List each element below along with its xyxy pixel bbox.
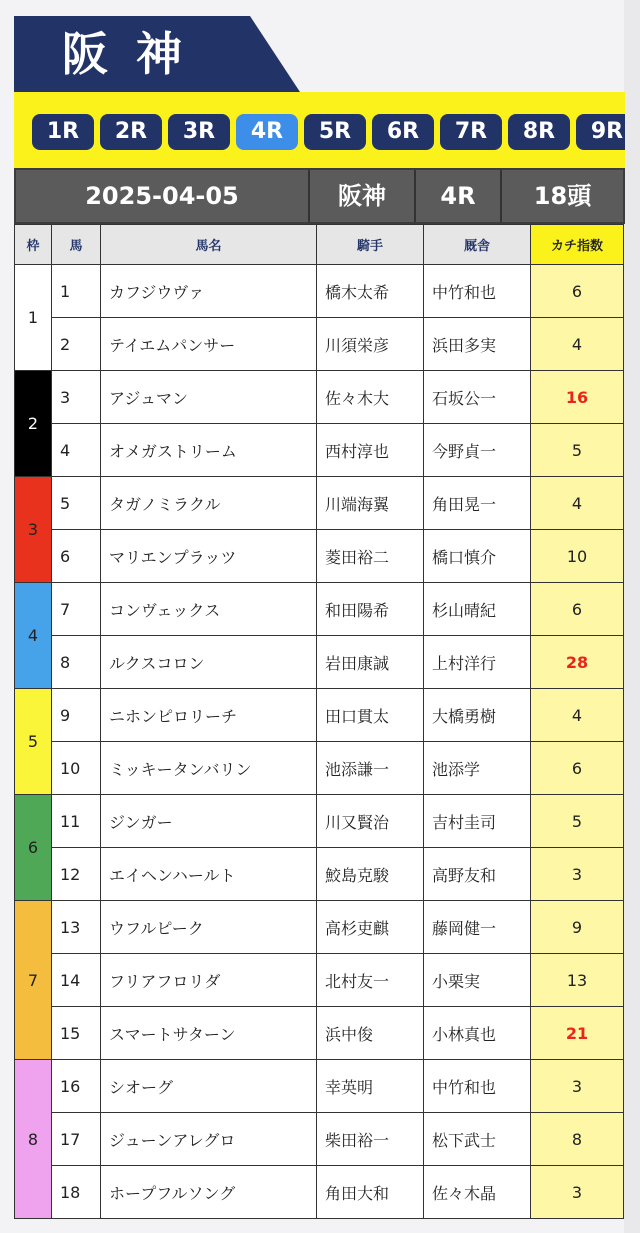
horse-number: 2 [52,318,101,371]
stable-name: 橋口慎介 [424,530,531,583]
jockey-name: 田口貫太 [317,689,424,742]
stable-name: 中竹和也 [424,265,531,318]
jockey-name: 和田陽希 [317,583,424,636]
horse-number: 3 [52,371,101,424]
jockey-name: 川又賢治 [317,795,424,848]
kachi-index: 4 [531,318,624,371]
waku-cell: 8 [15,1060,52,1219]
col-stable: 厩舎 [424,225,531,265]
horse-name: アジュマン [101,371,317,424]
stable-name: 大橋勇樹 [424,689,531,742]
horse-number: 5 [52,477,101,530]
stable-name: 杉山晴紀 [424,583,531,636]
jockey-name: 北村友一 [317,954,424,1007]
horse-name: ニホンピロリーチ [101,689,317,742]
jockey-name: 高杉吏麒 [317,901,424,954]
kachi-index: 4 [531,477,624,530]
kachi-index: 5 [531,424,624,477]
horse-number: 12 [52,848,101,901]
race-venue: 阪神 [310,170,416,222]
kachi-index: 3 [531,1166,624,1219]
venue-title: 阪神 [62,27,210,81]
waku-cell: 1 [15,265,52,371]
horse-number: 9 [52,689,101,742]
horse-name: カフジウヴァ [101,265,317,318]
horse-name: シオーグ [101,1060,317,1113]
stable-name: 佐々木晶 [424,1166,531,1219]
race-tab-9r[interactable]: 9R [576,114,625,150]
runner-count: 18頭 [533,182,592,210]
race-tab-6r[interactable]: 6R [372,114,434,150]
stable-name: 藤岡健一 [424,901,531,954]
kachi-index: 8 [531,1113,624,1166]
race-tabs [32,114,625,150]
stable-name: 角田晃一 [424,477,531,530]
horse-name: オメガストリーム [101,424,317,477]
jockey-name: 西村淳也 [317,424,424,477]
waku-cell: 6 [15,795,52,901]
race-number: 4R [416,170,502,222]
table-body [15,265,624,1219]
stable-name: 池添学 [424,742,531,795]
horse-number: 14 [52,954,101,1007]
horse-name: マリエンプラッツ [101,530,317,583]
horse-name: タガノミラクル [101,477,317,530]
stable-name: 上村洋行 [424,636,531,689]
horse-number: 7 [52,583,101,636]
horse-name: コンヴェックス [101,583,317,636]
stable-name: 松下武士 [424,1113,531,1166]
race-tab-4r[interactable]: 4R [236,114,298,150]
horse-name: スマートサターン [101,1007,317,1060]
horse-name: エイヘンハールト [101,848,317,901]
stable-name: 中竹和也 [424,1060,531,1113]
kachi-index: 13 [531,954,624,1007]
stable-name: 高野友和 [424,848,531,901]
stable-name: 石坂公一 [424,371,531,424]
race-tab-8r[interactable]: 8R [508,114,570,150]
stable-name: 吉村圭司 [424,795,531,848]
waku-cell: 7 [15,901,52,1060]
table-row [15,795,624,848]
col-umaban: 馬 [52,225,101,265]
jockey-name: 川須栄彦 [317,318,424,371]
venue-header [14,16,300,92]
kachi-index: 9 [531,901,624,954]
page-background-strip [624,0,640,1233]
horse-number: 17 [52,1113,101,1166]
kachi-index: 28 [531,636,624,689]
horse-name: ミッキータンバリン [101,742,317,795]
race-date: 2025-04-05 [16,170,310,222]
horse-name: フリアフロリダ [101,954,317,1007]
jockey-name: 角田大和 [317,1166,424,1219]
race-info-bar [14,168,625,224]
table-row [15,954,624,1007]
table-row [15,636,624,689]
stable-name: 小林真也 [424,1007,531,1060]
race-tab-7r[interactable]: 7R [440,114,502,150]
horse-number: 8 [52,636,101,689]
race-tab-5r[interactable]: 5R [304,114,366,150]
stable-name: 今野貞一 [424,424,531,477]
jockey-name: 菱田裕二 [317,530,424,583]
kachi-index: 3 [531,1060,624,1113]
jockey-name: 幸英明 [317,1060,424,1113]
kachi-index: 6 [531,265,624,318]
waku-cell: 5 [15,689,52,795]
waku-cell: 2 [15,371,52,477]
table-row [15,742,624,795]
race-entry-table [14,224,624,1219]
stable-name: 浜田多実 [424,318,531,371]
horse-name: ホープフルソング [101,1166,317,1219]
table-row [15,530,624,583]
jockey-name: 鮫島克駿 [317,848,424,901]
jockey-name: 岩田康誠 [317,636,424,689]
table-row [15,1166,624,1219]
jockey-name: 佐々木大 [317,371,424,424]
horse-number: 6 [52,530,101,583]
kachi-index: 10 [531,530,624,583]
race-tab-2r[interactable]: 2R [100,114,162,150]
table-row [15,371,624,424]
horse-number: 1 [52,265,101,318]
col-jockey: 騎手 [317,225,424,265]
horse-name: テイエムパンサー [101,318,317,371]
kachi-index: 6 [531,742,624,795]
horse-number: 10 [52,742,101,795]
table-row [15,583,624,636]
table-row [15,1007,624,1060]
table-row [15,477,624,530]
race-tab-3r[interactable]: 3R [168,114,230,150]
horse-name: ウフルピーク [101,901,317,954]
table-row [15,318,624,371]
horse-number: 16 [52,1060,101,1113]
horse-number: 18 [52,1166,101,1219]
table-row [15,1113,624,1166]
horse-name: ジンガー [101,795,317,848]
kachi-index: 21 [531,1007,624,1060]
horse-name: ルクスコロン [101,636,317,689]
table-row [15,689,624,742]
horse-number: 4 [52,424,101,477]
waku-cell: 3 [15,477,52,583]
kachi-index: 5 [531,795,624,848]
jockey-name: 浜中俊 [317,1007,424,1060]
horse-name: ジューンアレグロ [101,1113,317,1166]
kachi-index: 3 [531,848,624,901]
waku-cell: 4 [15,583,52,689]
table-row [15,265,624,318]
kachi-index: 6 [531,583,624,636]
table-header-row [15,225,624,265]
race-tab-bar [14,92,625,168]
horse-number: 13 [52,901,101,954]
kachi-index: 16 [531,371,624,424]
race-tab-1r[interactable]: 1R [32,114,94,150]
jockey-name: 池添謙一 [317,742,424,795]
col-kachi-index: カチ指数 [531,225,624,265]
table-row [15,1060,624,1113]
table-row [15,901,624,954]
table-row [15,424,624,477]
table-row [15,848,624,901]
jockey-name: 柴田裕一 [317,1113,424,1166]
col-horse-name: 馬名 [101,225,317,265]
stable-name: 小栗実 [424,954,531,1007]
horse-number: 11 [52,795,101,848]
horse-number: 15 [52,1007,101,1060]
col-waku: 枠 [15,225,52,265]
jockey-name: 橋木太希 [317,265,424,318]
kachi-index: 4 [531,689,624,742]
jockey-name: 川端海翼 [317,477,424,530]
